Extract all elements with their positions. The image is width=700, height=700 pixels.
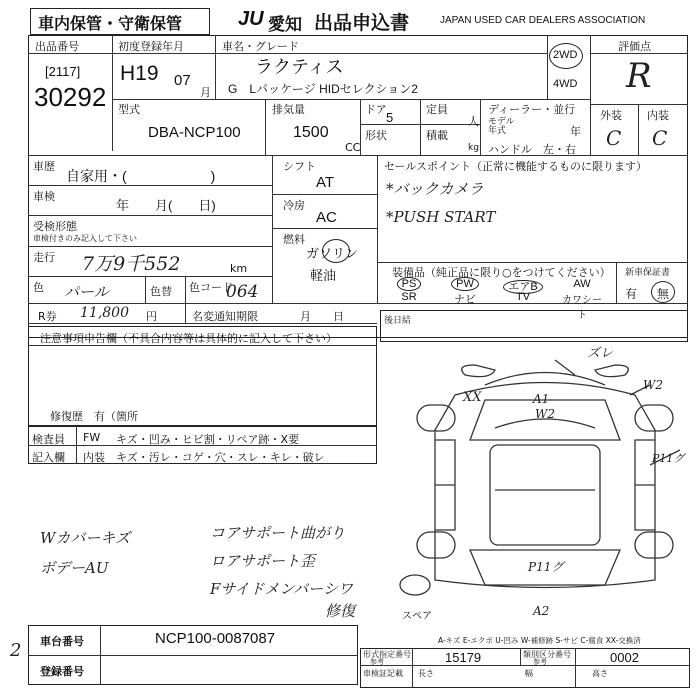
diagram-mark-xx: XX [463,390,482,405]
inspection-detail-label: 受検形態 [33,220,77,233]
color-label: 色 [33,281,44,294]
type-code: DBA-NCP100 [148,124,241,141]
check-row1-title: FW [83,431,101,444]
equip-ps: PS [387,278,431,293]
color-value: パール [64,283,109,301]
ac: AC [316,209,337,226]
inspection-label: 車検 [33,190,55,203]
displacement-label: 排気量 [272,103,305,116]
diagram-mark-p11-right: P11グ [652,452,685,465]
capacity-label: 定員 [426,103,448,116]
interior-label: 内装 [647,109,669,122]
chassis-label: 車台番号 [40,635,84,648]
handle-label: ハンドル 左・右 [488,143,576,156]
doors-label: ドア [365,103,387,116]
first-reg-label: 初度登録年月 [118,40,184,53]
type-label: 型式 [118,103,140,116]
side-mark: 2 [10,640,22,661]
grade: G Lパッケージ HIDセレクション2 [228,82,418,96]
rating-value: R [626,56,652,96]
warranty-no: 無 [657,287,670,301]
first-reg-month: 07 [174,72,191,89]
inspection-value: 年 月( 日) [116,198,216,213]
entry-label: 記入欄 [32,451,65,464]
note-3: コアサポート曲がり [210,524,346,542]
model-year-label: モデル年式 [488,117,515,136]
diagram-mark-w2-hood: W2 [535,407,555,421]
equip-pw: PW [443,278,487,293]
later-box [380,310,688,342]
lot-label: 出品番号 [35,40,79,53]
recycle-amount: 11,800 [80,305,129,321]
exterior-grade: C [606,126,622,150]
capacity-unit: 人 [468,115,479,128]
rating-label: 評価点 [618,40,651,53]
doors: 5 [386,110,394,125]
check-row1: キズ・凹み・ヒビ割・リペア跡・X要 [116,433,300,446]
mileage-label: 走行 [33,251,55,264]
usage-label: 車歴 [33,160,55,173]
note-1: Wカバーキズ [40,529,131,547]
recycle-unit: 円 [146,310,157,323]
shape-label: 形状 [365,129,387,142]
inspector-label: 検査員 [32,433,65,446]
tax-label: 名変通知期限 [192,310,258,323]
cert-value: 15179 [445,650,482,665]
check-row2: キズ・汚レ・コゲ・穴・スレ・キレ・破レ [116,451,325,464]
chassis-number: NCP100-0087087 [155,630,276,647]
length-label: 長さ [418,669,434,678]
color-code-label: 色コード [189,281,233,294]
shift: AT [316,174,335,191]
equip-tv: TV [515,291,531,303]
inspection-detail-note: 車検付きのみ記入して下さい [33,234,137,243]
load-unit: kg [468,143,479,153]
reg-label: 登録番号 [40,665,84,678]
note-6: 修復 [325,602,356,620]
repair-label: 修復歴 有（箇所 [50,410,138,423]
diagram-mark-zure: ズレ [587,346,614,361]
equip-leather: カワシート [562,295,602,321]
color-code: 064 [226,282,259,302]
fuel-gas: ガソリン [306,246,359,261]
equipment-label: 装備品（純正品に限り○をつけてください） [392,266,611,279]
spare-label: スペア [402,611,432,622]
equip-aw: AW [573,278,591,290]
note-2: ボデーAU [40,559,109,577]
mileage-unit: km [230,262,248,275]
height-label: 高さ [592,669,608,678]
equip-airbag: エアB [501,278,545,293]
ac-label: 冷房 [283,199,305,212]
exterior-label: 外装 [600,109,622,122]
load-label: 積載 [426,129,448,142]
interior-grade: C [652,126,668,150]
fuel-light: 軽油 [310,268,337,283]
usage-value: 自家用・( ) [66,168,216,184]
width-label: 幅 [525,669,533,678]
form-title: 出品申込書 [314,12,410,34]
model-name: ラクティス [255,57,344,77]
diagram-mark-w2-right: W2 [643,378,663,392]
cat-label: 類別区分番号 [523,650,571,659]
remarks-label: 注意事項申告欄（不具合内容等は具体的に記入して下さい） [40,332,337,345]
model-grade-label: 車名・グレード [222,40,299,53]
warranty-label: 新車保証書 [625,268,671,278]
cert-ref: 参考 [370,658,384,666]
displacement-unit: CC [345,141,361,154]
diagram-mark-p11-rear: P11グ [528,560,564,574]
drive-4wd: 4WD [553,78,578,90]
cert-label: 形式指定番号 [363,650,411,659]
cat-ref: 参考 [533,658,547,666]
lot-sub: [2117] [45,64,81,79]
sales-points-label: セールスポイント（正常に機能するものに限ります） [384,160,648,173]
check-row2-title: 内装 [83,451,105,464]
dealer-label: ディーラー・並行 [488,103,576,116]
shift-label: シフト [283,160,316,173]
mileage-handwritten: 7万9千552 [82,253,181,275]
diagram-mark-a2: A2 [533,604,550,618]
equip-sr: SR [401,291,417,303]
drive-2wd: 2WD [553,49,578,61]
first-reg-era: H19 [120,62,159,85]
ju-logo: JU [238,8,264,30]
note-5: Fサイドメンバーシワ [210,580,353,598]
damage-legend: A-キズ E-エクボ U-凹み W-補修跡 S-サビ C-腐食 XX-交換済 [438,636,641,645]
equip-navi: ナビ [454,294,476,306]
displacement: 1500 [293,124,329,141]
warranty-yes: 有 [625,287,638,301]
sales-point-1: *バックカメラ [386,180,484,198]
year-unit: 年 [570,125,581,138]
month-unit: 月 [200,86,211,99]
color-change-label: 色替 [150,285,172,298]
later-label: 後日結 [384,316,412,326]
tax-value: 月 日 [300,310,344,323]
lot-number: 30292 [34,82,107,112]
car-cert-label: 車検証記載 [363,669,403,678]
recycle-label: R券 [38,310,57,323]
org-name: 愛知 [268,15,302,35]
fuel-label: 燃料 [283,233,305,246]
storage-label: 車内保管・守衛保管 [38,14,183,33]
note-4: ロアサポート歪 [210,552,316,570]
cat-value: 0002 [610,650,639,665]
assoc-name: JAPAN USED CAR DEALERS ASSOCIATION [440,15,646,26]
sales-point-2: *PUSH START [386,208,496,226]
diagram-mark-a1: A1 [533,392,550,406]
